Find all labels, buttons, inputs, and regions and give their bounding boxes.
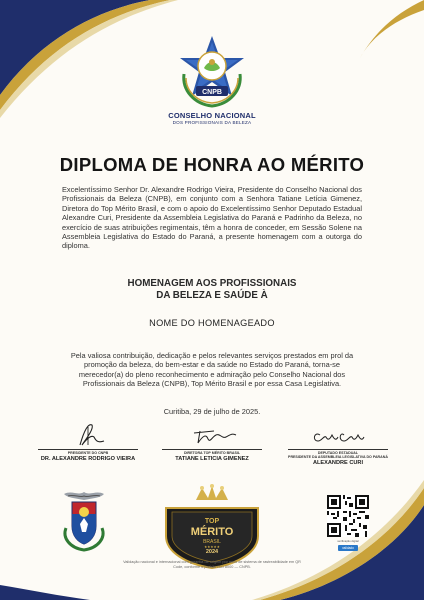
signature-president-icon <box>58 421 118 447</box>
signature-deputy-icon <box>306 421 370 447</box>
honoree-name: NOME DO HOMENAGEADO <box>149 318 275 328</box>
qr-caption: verificação digital <box>337 539 359 543</box>
signature-role: PRESIDENTE DO CNPB <box>67 451 109 455</box>
homenagem-line-1: HOMENAGEM AOS PROFISSIONAIS <box>127 278 297 289</box>
signature-name: TATIANE LETICIA GIMENEZ <box>175 456 249 463</box>
emblem-acronym: CNPB <box>202 89 222 96</box>
diploma-title: DIPLOMA DE HONRA AO MÉRITO <box>59 154 365 175</box>
svg-text:★★★★★: ★★★★★ <box>204 545 220 549</box>
intro-paragraph: Excelentíssimo Senhor Dr. Alexandre Rodrigo Vieira, Presidente do Conselho Nacional dos Profissionais da Beleza (CNPB), em conjunto com a Senhora Tatiane Letícia Gimenez, Diretora do Top Mérito Brasil, e com o apoio do Excelentíssimo Senhor Deputado Estadual Alexandre Curi, Presidente da Assembleia Legislativa do Paraná e Padrinho da Beleza, no exercício de suas atribuições regimentais, têm a honra de conceder, em Sessão Solene na Assembleia Legislativa do Estado do Paraná, a presente homenagem com a outorga do diploma. <box>62 185 362 251</box>
signature-line <box>162 449 262 450</box>
top-merito-brasil-badge-icon <box>160 482 264 570</box>
signature-director-icon <box>182 421 242 447</box>
homenagem-heading <box>0 278 424 302</box>
signature-block-deputy <box>278 421 398 466</box>
signature-role: DEPUTADO ESTADUAL PRESIDENTE DA ASSEMBLEIA LEGISLATIVA DO PARANÁ <box>288 451 388 460</box>
signature-name: DR. ALEXANDRE RODRIGO VIEIRA <box>40 456 136 463</box>
badge-brasil: BRASIL <box>203 539 221 545</box>
badge-merito: MÉRITO <box>190 526 234 538</box>
signature-name: ALEXANDRE CURI <box>312 460 364 467</box>
signature-block-director <box>152 421 272 462</box>
homenagem-line-2: DA BELEZA E SAÚDE À <box>156 290 268 301</box>
cnpb-emblem-icon <box>174 34 250 110</box>
date-line: Curitiba, 29 de julho de 2025. <box>163 407 261 416</box>
org-subtitle: DOS PROFISSIONAIS DA BELEZA <box>172 120 252 125</box>
signature-line <box>288 449 388 450</box>
footer-note: Validação nacional e internacional com garantia de origem por meio de sistema de rastreabilidade em QR Code, conforme o padrão ISO 8000 — CNPB. <box>123 560 301 569</box>
badge-top: TOP <box>204 518 220 525</box>
org-name: CONSELHO NACIONAL <box>168 111 256 120</box>
body-paragraph: Pela valiosa contribuição, dedicação e pelos relevantes serviços prestados em prol da promoção da beleza, do bem-estar e da saúde no Estado do Paraná, torna-se merecedor(a) do pleno reconhecimento e admiração pelo Conselho Nacional dos Profissionais da Beleza (CNPB), Top Mérito Brasil e por essa Casa Legislativa. <box>70 351 354 389</box>
signature-block-president <box>28 421 148 462</box>
verification-qr-code[interactable] <box>327 495 369 537</box>
signature-line <box>38 449 138 450</box>
qr-validated-badge: validado <box>338 545 358 551</box>
badge-year: 2024 <box>205 549 219 555</box>
signature-role: DIRETORA TOP MÉRITO BRASIL <box>183 451 241 455</box>
parana-coat-of-arms-icon <box>58 488 110 552</box>
